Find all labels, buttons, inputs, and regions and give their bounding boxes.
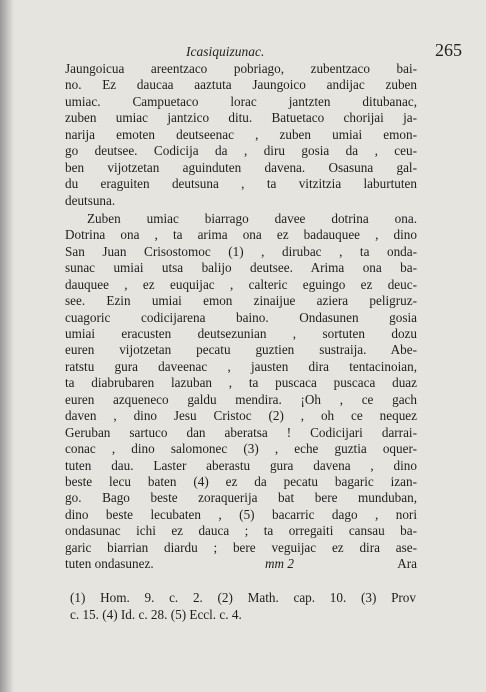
- footnote-line: (1) Hom. 9. c. 2. (2) Math. cap. 10. (3) Prov: [70, 590, 416, 605]
- text-line-content: tuten ondasunez.: [65, 556, 154, 572]
- text-line: ratstu gura daveenac , jausten dira tentacinoian,: [65, 358, 417, 374]
- footnote-line: c. 15. (4) Id. c. 28. (5) Eccl. c. 4.: [70, 607, 242, 622]
- text-line: Geruban sartuco dan aberatsa ! Codicijari darrai-: [65, 424, 417, 440]
- running-head: Icasiquizunac.: [186, 44, 265, 59]
- text-line: daven , dino Jesu Cristoc (2) , oh ce nequez: [65, 408, 417, 424]
- text-line: conac , dino salomonec (3) , eche guztia oquer-: [65, 441, 417, 457]
- page-header: [66, 40, 466, 62]
- text-line: Zuben umiac biarrago davee dotrina ona.: [87, 210, 417, 226]
- text-line: sunac umiai utsa balijo deutsee. Arima ona ba-: [65, 260, 417, 276]
- text-line: see. Ezin umiai emon zinaijue aziera peligruz-: [65, 293, 417, 309]
- catchword: Ara: [397, 556, 417, 572]
- page-edge-shadow: [0, 0, 14, 692]
- text-line: deutsuna.: [65, 192, 116, 208]
- text-line: umiai eracusten deutsezunian , sortuten dozu: [65, 326, 417, 341]
- text-line: beste lecu baten (4) ez da pecatu bagaric izan-: [65, 473, 417, 489]
- text-line: garic biarrian diardu ; bere veguijac ez dira ase-: [65, 539, 417, 555]
- text-line: no. Ez daucaa aaztuta Jaungoico andijac zuben: [65, 77, 417, 93]
- text-line: tuten dau. Laster aberastu gura davena , dino: [65, 457, 417, 473]
- text-line: euren vijotzetan pecatu guztien sustraija. Abe-: [65, 342, 417, 358]
- text-line: zuben umiac jantzico ditu. Batuetaco chorijai ja-: [65, 110, 417, 126]
- text-line: ben vijotzetan aguinduten davena. Osasuna gal-: [65, 159, 417, 175]
- text-line: Jaungoicua areentzaco pobriago, zubentzaco bai-: [65, 61, 417, 76]
- page-number: 265: [435, 40, 462, 60]
- last-text-line: [65, 556, 417, 572]
- text-line: ta diabrubaren lazuban , ta puscaca puscaca duaz: [65, 375, 417, 391]
- text-line: narija emoten deutseenac , zuben umiai emon-: [65, 126, 417, 142]
- text-line: go deutsee. Codicija da , diru gosia da , ceu-: [65, 143, 417, 159]
- body-text: [65, 61, 417, 573]
- text-line: du eraguiten deutsuna , ta vitzitzia laburtuten: [65, 176, 417, 192]
- text-line: umiac. Campuetaco lorac jantzten ditubanac,: [65, 93, 417, 109]
- text-line: Dotrina ona , ta arima ona ez badauquee , dino: [65, 227, 417, 243]
- text-line: ondasunac ichi ez dauca ; ta orregaiti cansau ba-: [65, 523, 417, 539]
- text-line: San Juan Crisostomoc (1) , dirubac , ta onda-: [65, 243, 417, 259]
- text-line: euren azqueneco galdu mendira. ¡Oh , ce gach: [65, 391, 417, 407]
- text-line: dauquee , ez euquijac , calteric eguingo ez deuc-: [65, 276, 417, 292]
- text-line: dino beste lecubaten , (5) bacarric dago , nori: [65, 506, 417, 522]
- text-line: cuagoric codicijarena baino. Ondasunen gosia: [65, 309, 417, 325]
- text-line: go. Bago beste zoraquerija bat bere munduban,: [65, 490, 417, 506]
- signature-mark: mm 2: [265, 556, 294, 572]
- footnotes: [70, 589, 416, 623]
